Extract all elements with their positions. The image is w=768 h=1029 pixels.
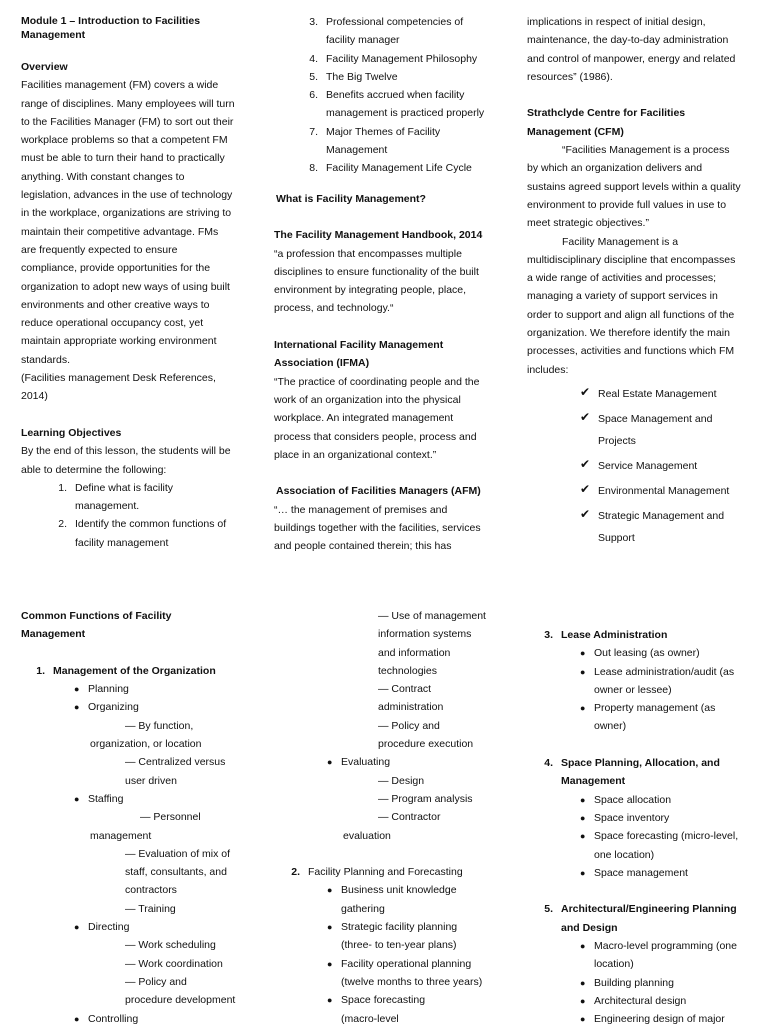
bullet-icon: ●	[327, 995, 333, 1006]
function-3-list	[580, 644, 757, 735]
list-item: ● Architectural design	[580, 992, 757, 1010]
list-item: ● Evaluating	[327, 756, 391, 769]
list-item: ● Lease administration/audit (as owner or lessee)	[580, 663, 757, 700]
bottom-column-1	[21, 607, 251, 1028]
learning-objectives-intro: By the end of this lesson, the students will be able to determine the following:	[21, 445, 231, 476]
sub-item: management	[90, 829, 152, 842]
checklist-item: ✔ Service Management	[580, 455, 757, 477]
bullet-icon: ●	[327, 885, 333, 896]
objective-item: 4. Facility Management Philosophy	[309, 52, 478, 65]
objective-item: 5. The Big Twelve	[309, 70, 398, 83]
function-4-heading: 4. Space Planning, Allocation, and Management	[544, 757, 720, 788]
afm-heading: Association of Facilities Managers (AFM)	[276, 485, 481, 498]
bullet-icon: ●	[580, 977, 586, 988]
bullet-icon: ●	[580, 812, 586, 823]
afm-quote-continued: implications in respect of initial design, maintenance, the day-to-day administration and control of manpower, energy and related resources” (1986).	[527, 16, 736, 83]
objective-item: 3. Professional competencies of facility manager	[309, 16, 464, 47]
bullet-icon: ●	[580, 831, 586, 842]
top-column-2	[274, 13, 504, 556]
list-item: ● Building planning	[580, 974, 757, 992]
checkmark-icon: ✔	[580, 384, 591, 399]
learning-objectives-heading: Learning Objectives	[21, 426, 122, 439]
sub-item: — Evaluation of mix of	[125, 847, 231, 860]
sub-item: — Centralized versus	[125, 756, 226, 769]
overview-heading: Overview	[21, 61, 68, 73]
objective-2: 2. Identify the common functions of facility management	[58, 518, 227, 549]
checklist-item: ✔ Space Management and Projects	[580, 408, 757, 452]
list-item: ● Directing	[74, 921, 130, 934]
bullet-icon: ●	[580, 995, 586, 1006]
list-item: ● Out leasing (as owner)	[580, 644, 757, 662]
sub-item: — Work coordination	[125, 957, 223, 970]
bullet-icon: ●	[580, 941, 586, 952]
list-item: ● Space management	[580, 864, 757, 882]
handbook-heading: The Facility Management Handbook, 2014	[274, 229, 483, 242]
bottom-column-2	[274, 607, 504, 1028]
bullet-icon: ●	[580, 666, 586, 677]
what-is-fm-heading: What is Facility Management?	[276, 192, 426, 205]
function-2-heading: 2. Facility Planning and Forecasting	[291, 866, 463, 879]
sub-item: — Program analysis	[378, 792, 473, 805]
checklist-item: ✔ Strategic Management and Support	[580, 505, 757, 549]
checkmark-icon: ✔	[580, 506, 591, 521]
sub-item: — Contractor	[378, 811, 441, 824]
function-3-heading: 3. Lease Administration	[544, 629, 668, 641]
sub-item: — Personnel	[140, 811, 201, 824]
sub-item: — Training	[125, 902, 176, 915]
function-5-list	[580, 937, 757, 1028]
sub-item: procedure development	[125, 994, 236, 1007]
bullet-icon: ●	[580, 703, 586, 714]
cfm-heading: Strathclyde Centre for Facilities Management (CFM)	[527, 107, 686, 138]
sub-item: — Policy and	[125, 975, 187, 988]
module-title: Module 1 – Introduction to Facilities Management	[21, 15, 201, 41]
function-2-list	[327, 881, 504, 1027]
objective-item: 8. Facility Management Life Cycle	[309, 162, 472, 175]
sub-item: organization, or location	[90, 738, 202, 751]
sub-item: staff, consultants, and	[125, 866, 227, 879]
list-item: ● Space allocation	[580, 791, 757, 809]
list-item: ● Space forecasting (macro-level	[327, 991, 504, 1028]
bullet-icon: ●	[580, 867, 586, 878]
function-5-heading: 5. Architectural/Engineering Planning and Design	[544, 903, 737, 934]
bullet-icon: ●	[327, 922, 333, 933]
function-1-list: ● Planning ● Organizing	[74, 683, 139, 714]
fm-functions-checklist	[580, 383, 757, 549]
list-item: ● Business unit knowledge gathering	[327, 881, 504, 918]
controlling-subitems: — Use of management information systems and information technologies — Contract administration — Policy and procedure execution	[378, 610, 486, 751]
objective-1: 1. Define what is facility management.	[58, 481, 174, 513]
checklist-item: ✔ Environmental Management	[580, 480, 757, 502]
list-item: ● Space inventory	[580, 809, 757, 827]
list-item: ● Facility operational planning (twelve months to three years)	[327, 955, 504, 992]
objective-item: 7. Major Themes of Facility Management	[309, 125, 441, 157]
list-item: ● Strategic facility planning (three- to ten-year plans)	[327, 918, 504, 955]
ifma-heading: International Facility Management Association (IFMA)	[274, 339, 444, 370]
checkmark-icon: ✔	[580, 409, 591, 424]
sub-item: — Work scheduling	[125, 939, 216, 952]
sub-item: — By function,	[125, 719, 194, 732]
sub-item: user driven	[125, 774, 177, 787]
sub-item: contractors	[125, 884, 177, 897]
function-4-list	[580, 791, 757, 882]
top-column-1	[21, 14, 241, 552]
bullet-icon: ●	[327, 958, 333, 969]
list-item: ● Property management (as owner)	[580, 699, 757, 736]
afm-quote: “… the management of premises and buildings together with the facilities, services and people contained therein; this has	[274, 503, 481, 553]
bullet-icon: ●	[580, 794, 586, 805]
bullet-icon: ●	[580, 648, 586, 659]
objective-item: 6. Benefits accrued when facility management is practiced properly	[309, 89, 485, 120]
handbook-quote: “a profession that encompasses multiple disciplines to ensure functionality of the built environment by integrating people, place, process, and technology.“	[274, 247, 479, 315]
common-functions-heading: Common Functions of Facility Management	[21, 610, 172, 641]
sub-item: evaluation	[343, 829, 391, 842]
checkmark-icon: ✔	[580, 481, 591, 496]
bottom-column-3	[527, 626, 757, 1029]
sub-item: — Design	[378, 774, 425, 787]
list-item: ● Engineering design of major	[580, 1010, 757, 1028]
cfm-quote: “Facilities Management is a process by which an organization delivers and sustains agreed support levels within a quality environment to provide full values in use to meet strategic objectives.” Facility Management is a multidisciplinary discipline that encompasses a wide range of activities and processes; managing a variety of support services in order to support and align all functions of the organization. We therefore identify the main processes, activities and functions which FM includes:	[527, 144, 741, 376]
checkmark-icon: ✔	[580, 456, 591, 471]
list-item: ● Staffing	[74, 792, 124, 805]
list-item: ● Space forecasting (micro-level, one location)	[580, 827, 757, 864]
checklist-item: ✔ Real Estate Management	[580, 383, 757, 405]
objectives-list-continued	[274, 13, 504, 178]
overview-paragraph: Facilities management (FM) covers a wide range of disciplines. Many employees will turn to the Facilities Manager (FM) to sort out their workplace problems so that a competent FM must be able to turn their hand to practically anything. With constant changes to legislation, advances in the use of technology in the workplace, organizations are striving to maintain their competitive advantage. FMs are frequently expected to ensure compliance, provide opportunities for the organization to adopt new ways of using built environments and other creative ways to reduce operational occupancy cost, yet maintain appropriate working environment standards. (Facilities management Desk References, 2014)	[21, 79, 235, 403]
list-item: ● Macro-level programming (one location)	[580, 937, 757, 974]
ifma-quote: “The practice of coordinating people and the work of an organization into the physical workplace. An integrated management process that considers people, process and place in an organizational context.”	[274, 375, 480, 461]
bullet-icon: ●	[580, 1014, 586, 1025]
top-column-3	[527, 13, 757, 552]
function-1-heading: 1. Management of the Organization	[36, 664, 216, 677]
list-item: ● Controlling	[74, 1012, 139, 1025]
